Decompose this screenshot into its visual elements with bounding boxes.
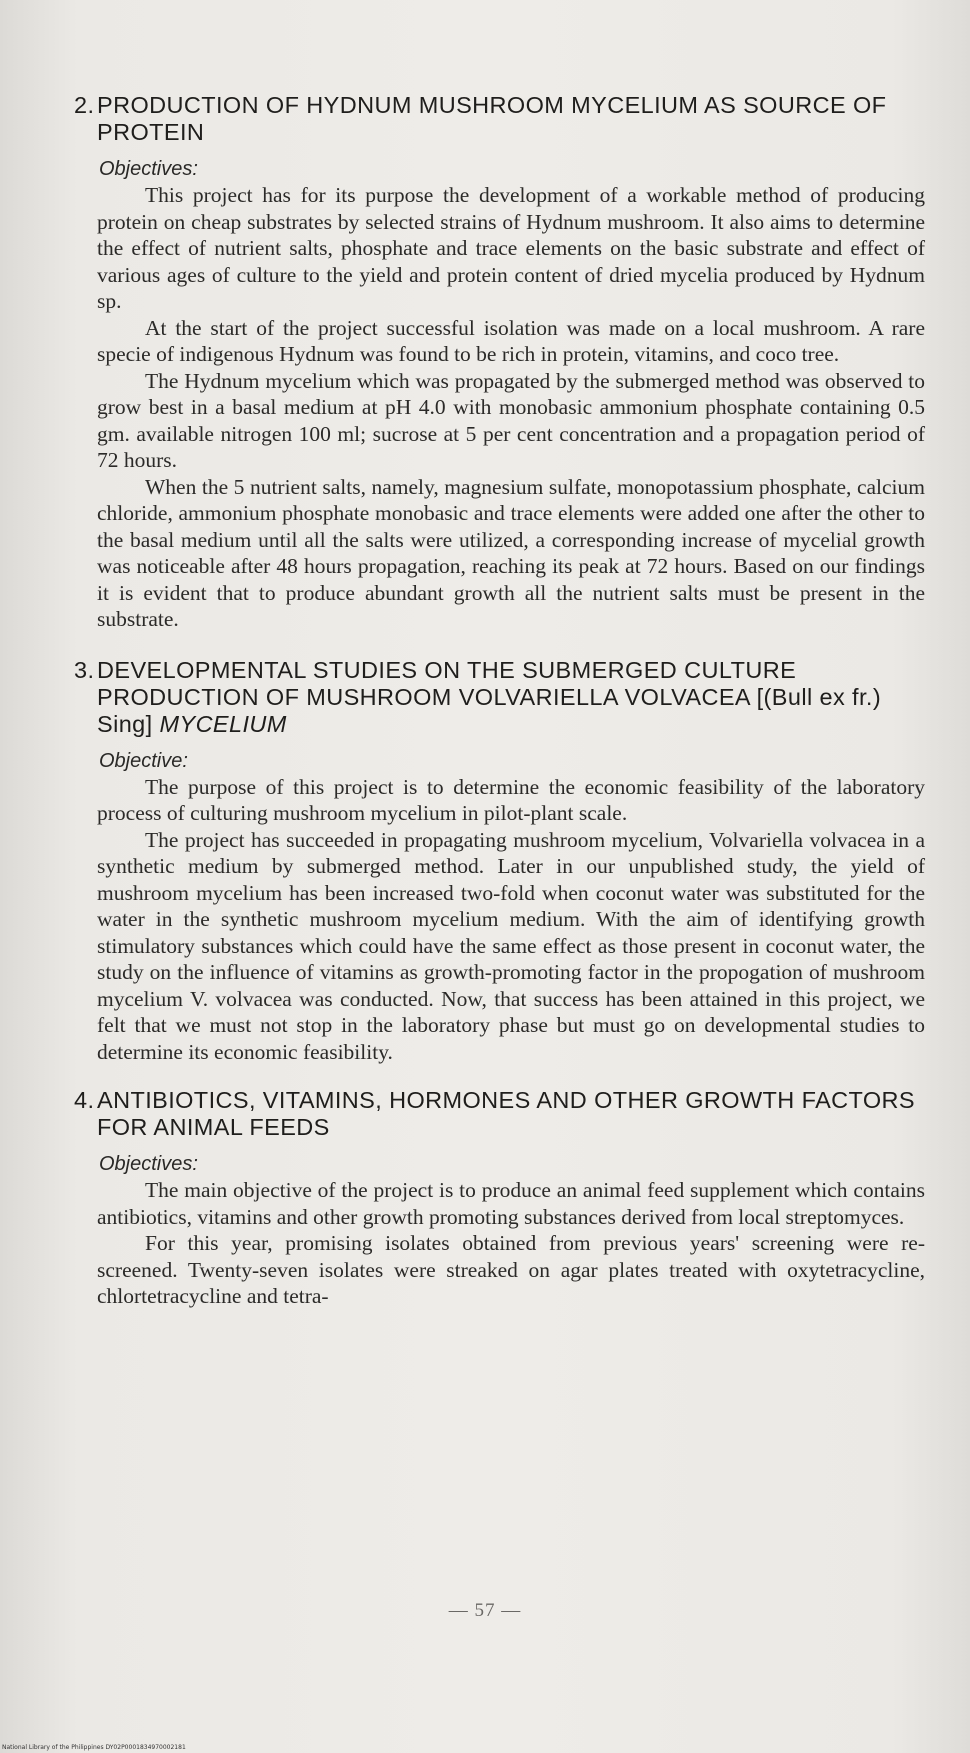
paragraph: The Hydnum mycelium which was propagated by the submerged method was observed to grow best in a basal medium at pH 4.0 with monobasic ammonium phosphate containing 0.5 gm. available nitrogen 100 ml; sucrose at 5 per cent concentration and a propagation period of 72 hours. (97, 368, 925, 472)
paragraph: The purpose of this project is to determine the economic feasibility of the laboratory process of culturing mushroom mycelium in pilot-plant scale. (97, 774, 925, 825)
paragraph: When the 5 nutrient salts, namely, magnesium sulfate, monopotassium phosphate, calcium chloride, ammonium phosphate monobasic and trace elements were added one after the other to the basal medium until all the salts were utilized, a corresponding increase of mycelial growth was noticeable after 48 hours propagation, reaching its peak at 72 hours. Based on our findings it is evident that to produce abundant growth all the nutrient salts must be present in the substrate. (97, 474, 925, 631)
section-4-heading (74, 1087, 925, 1141)
section-title-text: DEVELOPMENTAL STUDIES ON THE SUBMERGED CULTURE PRODUCTION OF MUSHROOM VOLVARIELLA VOLVACEA [(Bull ex fr.) Sing] (97, 656, 882, 737)
section-title: PRODUCTION OF HYDNUM MUSHROOM MYCELIUM AS SOURCE OF PROTEIN (97, 92, 887, 145)
section-2-heading (74, 92, 925, 146)
section-3-heading (74, 656, 925, 738)
section-number: 3. (74, 656, 95, 683)
paragraph: The main objective of the project is to produce an animal feed supplement which contains antibiotics, vitamins and other growth promoting substances derived from local streptomyces. (97, 1178, 925, 1229)
paragraph: The project has succeeded in propagating mushroom mycelium, Volvariella volvacea in a synthetic medium by submerged method. Later in our unpublished study, the yield of mushroom mycelium has been increased two-fold when coconut water was substituted for the water in the synthetic mushroom mycelium medium. With the aim of identifying growth stimulatory substances which could have the same effect as those present in coconut water, the study on the influence of vitamins as growth-promoting factor in the propogation of mushroom mycelium V. volvacea was conducted. Now, that success has been attained in this project, we felt that we must not stop in the laboratory phase but must go on developmental studies to determine its economic feasibility. (97, 827, 925, 1064)
page-body (74, 92, 925, 1310)
paragraph: This project has for its purpose the development of a workable method of producing protein on cheap substrates by selected strains of Hydnum mushroom. It also aims to determine the effect of nutrient salts, phosphate and trace elements on the basic substrate and effect of various ages of culture to the yield and protein content of dried mycelia produced by Hydnum sp. (97, 183, 925, 313)
paragraph: For this year, promising isolates obtained from previous years' screening were re-screened. Twenty-seven isolates were streaked on agar plates treated with oxytetracycline, chlortetracycline and tetra- (97, 1231, 925, 1308)
paragraph: At the start of the project successful isolation was made on a local mushroom. A rare specie of indigenous Hydnum was found to be rich in protein, vitamins, and coco tree. (97, 315, 925, 366)
section-number: 2. (74, 92, 95, 118)
objectives-label: Objective: (99, 749, 188, 772)
section-title-italic: MYCELIUM (159, 710, 287, 737)
section-title: ANTIBIOTICS, VITAMINS, HORMONES AND OTHER GROWTH FACTORS FOR ANIMAL FEEDS (97, 1087, 915, 1140)
objectives-label: Objectives: (99, 1153, 198, 1175)
section-title (97, 657, 925, 738)
section-number: 4. (74, 1087, 95, 1113)
footer-credit: National Library of the Philippines DY02P0001834970002181 (2, 1744, 186, 1751)
page-number: — 57 — (448, 1600, 522, 1621)
objectives-label: Objectives: (99, 158, 198, 180)
